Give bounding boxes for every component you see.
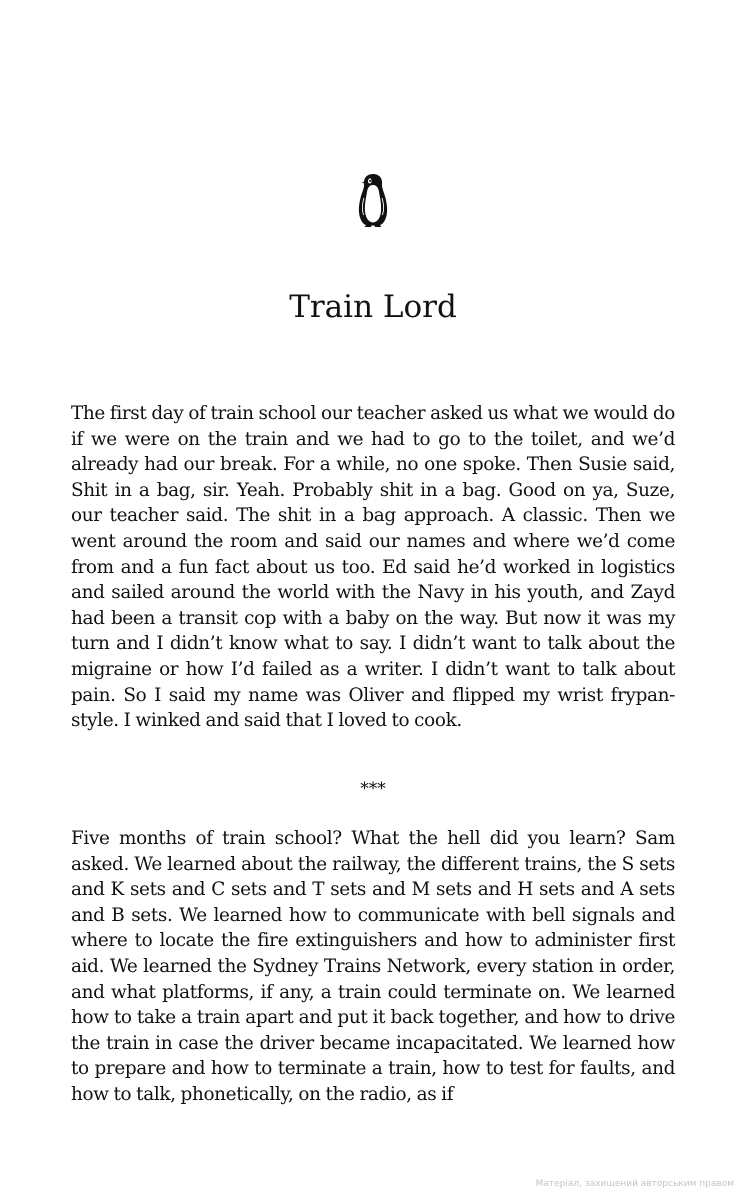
paragraph: Five months of train school? What the hell did you learn? Sam asked. We learned about the railway, the different trains, the S sets and K sets and C sets and T sets and M sets and H sets and A sets and B sets. We learned how to communicate with bell signals and where to locate the fire extinguishers and how to administer first aid. We learned the Sydney Trains Network, every station in order, and what platforms, if any, a train could terminate on. We learned how to take a train apart and put it back together, and how to drive the train in case the driver became incapacitated. We learned how to prepare and how to terminate a train, how to test for faults, and how to talk, phonetically, on the radio, as if (71, 828, 675, 1105)
chapter-title: Train Lord (289, 289, 457, 325)
paragraph: The first day of train school our teacher asked us what we would do if we were on the train and we had to go to the toilet, and we’d already had our break. For a while, no one spoke. Then Susie said, Shit in a bag, sir. Yeah. Probably shit in a bag. Good on ya, Suze, our teacher said. The shit in a bag approach. A classic. Then we went around the room and said our names and where we’d come from and a fun fact about us too. Ed said he’d worked in logistics and sailed around the world with the Navy in his youth, and Zayd had been a transit cop with a baby on the way. But now it was my turn and I didn’t know what to say. I didn’t want to talk about the migraine or how I’d failed as a writer. I didn’t want to talk about pain. So I said my name was Oliver and flipped my wrist frypan-style. I winked and said that I loved to cook. (71, 403, 675, 732)
section-break: *** (360, 779, 386, 799)
penguin-icon (355, 172, 391, 228)
copyright-watermark: Матеріал, захищений авторським правом (535, 1179, 734, 1189)
